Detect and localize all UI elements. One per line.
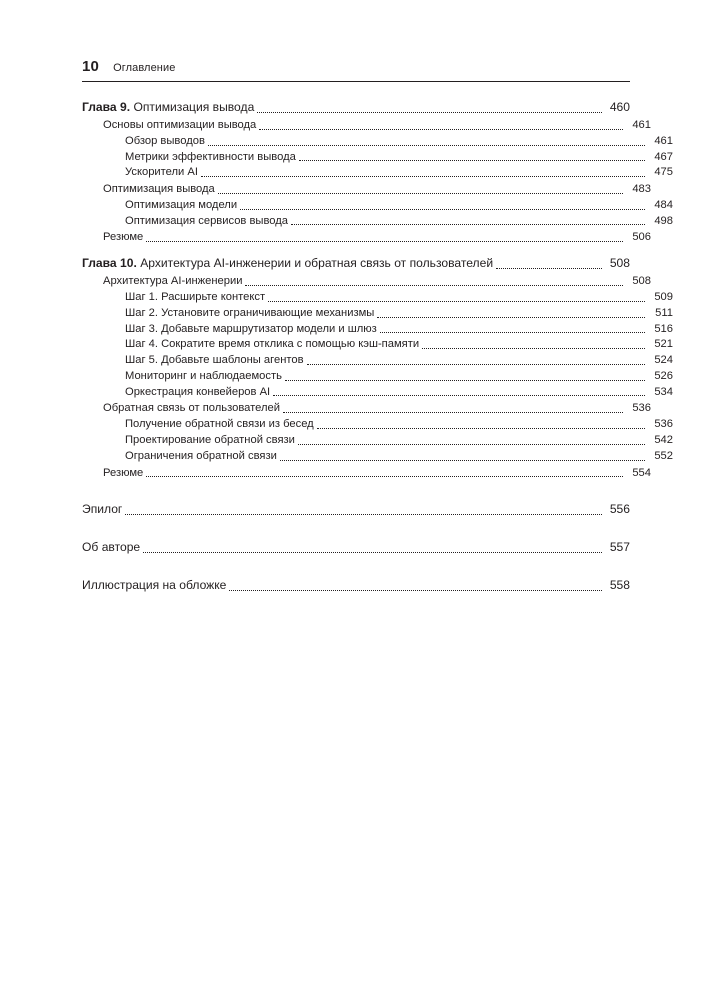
toc-entry[interactable] bbox=[82, 182, 651, 197]
toc-entry-page: 475 bbox=[647, 165, 673, 180]
toc-entry-page: 554 bbox=[625, 466, 651, 481]
toc-entry-label: Проектирование обратной связи bbox=[125, 433, 295, 446]
toc-entry[interactable] bbox=[82, 540, 630, 556]
toc-entry-label: Резюме bbox=[103, 466, 144, 479]
toc-entry-label: Эпилог bbox=[82, 502, 123, 517]
toc-entry-label bbox=[82, 100, 254, 116]
toc-entry-page: 536 bbox=[647, 417, 673, 432]
toc-entry-label: Шаг 3. Добавьте маршрутизатор модели и шлюз bbox=[125, 322, 377, 335]
toc-entry[interactable] bbox=[82, 274, 651, 289]
toc-entry-page: 509 bbox=[647, 290, 673, 305]
toc-entry[interactable] bbox=[82, 385, 673, 400]
toc-entry-label: Мониторинг и наблюдаемость bbox=[125, 369, 282, 382]
toc-entry[interactable] bbox=[82, 100, 630, 116]
toc-entry-label: Получение обратной связи из бесед bbox=[125, 418, 314, 431]
toc-entry-page: 461 bbox=[625, 118, 651, 133]
toc-entry[interactable] bbox=[82, 256, 630, 272]
toc-entry-page: 552 bbox=[647, 449, 673, 464]
toc-leader-dots bbox=[146, 240, 623, 242]
toc-leader-dots bbox=[146, 475, 623, 477]
toc-entry[interactable] bbox=[82, 578, 630, 594]
toc-leader-dots bbox=[268, 300, 645, 302]
toc-entry-page: 467 bbox=[647, 150, 673, 165]
toc-entry-label: Оптимизация сервисов вывода bbox=[125, 214, 288, 227]
toc-entry-label: Оптимизация модели bbox=[125, 198, 238, 211]
toc-entry[interactable] bbox=[82, 369, 673, 384]
toc-entry-page: 526 bbox=[647, 369, 673, 384]
toc-entry-page: 521 bbox=[647, 337, 673, 352]
table-of-contents bbox=[82, 100, 673, 594]
toc-leader-dots bbox=[259, 128, 623, 130]
toc-leader-dots bbox=[245, 284, 623, 286]
toc-entry[interactable] bbox=[82, 306, 673, 321]
toc-entry-label: Архитектура AI-инженерии bbox=[103, 275, 243, 288]
toc-entry-page: 483 bbox=[625, 182, 651, 197]
toc-entry-prefix: Глава 9. bbox=[82, 100, 131, 114]
toc-entry[interactable] bbox=[82, 214, 673, 229]
toc-entry-label: Ограничения обратной связи bbox=[125, 449, 277, 462]
toc-entry-page: 516 bbox=[647, 322, 673, 337]
toc-leader-dots bbox=[280, 459, 645, 461]
toc-entry[interactable] bbox=[82, 165, 673, 180]
toc-entry[interactable] bbox=[82, 449, 673, 464]
toc-entry-page: 460 bbox=[604, 100, 630, 116]
toc-entry-page: 484 bbox=[647, 198, 673, 213]
toc-entry-title: Архитектура AI-инженерии и обратная связь от пользователей bbox=[136, 256, 494, 271]
toc-entry-label bbox=[82, 256, 493, 272]
toc-entry-title: Оптимизация вывода bbox=[130, 100, 255, 114]
toc-leader-dots bbox=[257, 111, 602, 113]
page-number: 10 bbox=[82, 58, 100, 75]
toc-entry-page: 536 bbox=[625, 401, 651, 416]
toc-entry-label: Шаг 1. Расширьте контекст bbox=[125, 290, 266, 303]
toc-entry-label: Обзор выводов bbox=[125, 134, 205, 147]
toc-entry-label: Резюме bbox=[103, 231, 144, 244]
toc-entry-label: Оптимизация вывода bbox=[103, 183, 215, 196]
toc-entry-page: 506 bbox=[625, 230, 651, 245]
toc-entry-page: 542 bbox=[647, 433, 673, 448]
toc-entry-page: 556 bbox=[604, 502, 630, 518]
page-header bbox=[82, 58, 630, 82]
toc-entry-page: 524 bbox=[647, 353, 673, 368]
toc-leader-dots bbox=[125, 513, 602, 515]
toc-leader-dots bbox=[218, 192, 623, 194]
toc-entry-label: Основы оптимизации вывода bbox=[103, 118, 257, 131]
toc-entry-label: Оркестрация конвейеров AI bbox=[125, 385, 271, 398]
toc-entry[interactable] bbox=[82, 118, 651, 133]
toc-entry[interactable] bbox=[82, 433, 673, 448]
toc-leader-dots bbox=[283, 411, 623, 413]
page-content bbox=[82, 58, 673, 594]
running-head-title: Оглавление bbox=[113, 62, 176, 74]
toc-leader-dots bbox=[291, 223, 645, 225]
toc-entry[interactable] bbox=[82, 337, 673, 352]
toc-leader-dots bbox=[273, 394, 645, 396]
toc-entry-page: 508 bbox=[604, 256, 630, 272]
toc-entry-label: Шаг 2. Установите ограничивающие механизмы bbox=[125, 306, 375, 319]
toc-entry-page: 508 bbox=[625, 274, 651, 289]
toc-leader-dots bbox=[229, 589, 602, 591]
toc-leader-dots bbox=[298, 443, 645, 445]
toc-leader-dots bbox=[201, 175, 645, 177]
toc-leader-dots bbox=[422, 347, 645, 349]
toc-leader-dots bbox=[208, 144, 645, 146]
toc-leader-dots bbox=[380, 331, 645, 333]
toc-entry[interactable] bbox=[82, 230, 651, 245]
toc-leader-dots bbox=[317, 427, 645, 429]
toc-leader-dots bbox=[285, 379, 645, 381]
toc-entry-label: Ускорители AI bbox=[125, 166, 198, 179]
toc-leader-dots bbox=[377, 316, 645, 318]
toc-entry[interactable] bbox=[82, 134, 673, 149]
toc-leader-dots bbox=[143, 551, 602, 553]
toc-entry-page: 558 bbox=[604, 578, 630, 594]
toc-leader-dots bbox=[240, 208, 645, 210]
toc-entry-page: 557 bbox=[604, 540, 630, 556]
toc-entry-label: Об авторе bbox=[82, 540, 141, 555]
toc-leader-dots bbox=[496, 267, 602, 269]
toc-entry-page: 461 bbox=[647, 134, 673, 149]
toc-entry-label: Обратная связь от пользователей bbox=[103, 402, 280, 415]
toc-entry-page: 511 bbox=[647, 306, 673, 321]
toc-entry-label: Шаг 5. Добавьте шаблоны агентов bbox=[125, 354, 304, 367]
toc-leader-dots bbox=[307, 363, 645, 365]
toc-entry-page: 498 bbox=[647, 214, 673, 229]
toc-entry[interactable] bbox=[82, 401, 651, 416]
toc-entry[interactable] bbox=[82, 502, 630, 518]
toc-entry[interactable] bbox=[82, 150, 673, 165]
toc-entry[interactable] bbox=[82, 417, 673, 432]
toc-entry[interactable] bbox=[82, 198, 673, 213]
toc-entry[interactable] bbox=[82, 290, 673, 305]
toc-entry-page: 534 bbox=[647, 385, 673, 400]
toc-entry-label: Иллюстрация на обложке bbox=[82, 578, 227, 593]
toc-entry[interactable] bbox=[82, 466, 651, 481]
toc-entry-label: Шаг 4. Сократите время отклика с помощью кэш-памяти bbox=[125, 338, 420, 351]
toc-entry[interactable] bbox=[82, 353, 673, 368]
toc-entry-prefix: Глава 10. bbox=[82, 256, 137, 271]
toc-entry[interactable] bbox=[82, 322, 673, 337]
toc-entry-label: Метрики эффективности вывода bbox=[125, 150, 296, 163]
toc-leader-dots bbox=[299, 159, 645, 161]
